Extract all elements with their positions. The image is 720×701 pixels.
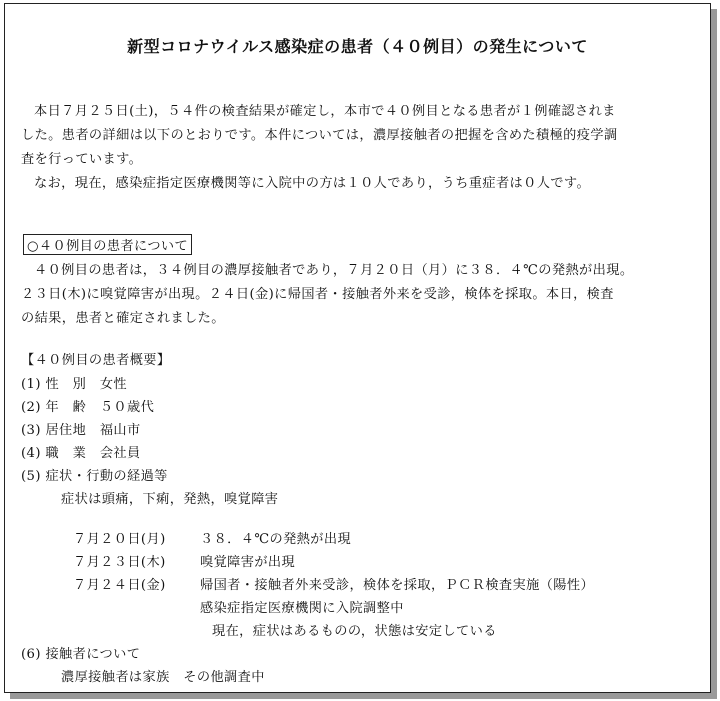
section-line-3: の結果，患者と確定されました。 — [21, 311, 225, 326]
overview-occupation: (4) 職 業 会社員 — [21, 446, 141, 461]
overview-sex: (1) 性 別 女性 — [21, 377, 127, 392]
intro-line-3: 査を行っています。 — [21, 152, 143, 167]
timeline-continuation-2: 現在，症状はあるものの，状態は安定している — [212, 624, 497, 639]
document-page — [4, 3, 711, 693]
section-heading: ○４０例目の患者について — [23, 234, 192, 255]
overview-residence: (3) 居住地 福山市 — [21, 423, 141, 438]
overview-age: (2) 年 齢 ５０歳代 — [21, 400, 155, 415]
timeline-event-3: 帰国者・接触者外来受診，検体を採取，ＰＣＲ検査実施（陽性） — [200, 578, 595, 593]
timeline-event-2: 嗅覚障害が出現 — [200, 555, 296, 570]
timeline-continuation-1: 感染症指定医療機関に入院調整中 — [200, 601, 404, 616]
timeline-date-2: ７月２３日(木) — [73, 555, 166, 570]
section-line-2: ２３日(木)に嗅覚障害が出現。２４日(金)に帰国者・接触者外来を受診，検体を採取。本日，検査 — [21, 287, 614, 302]
document-title: 新型コロナウイルス感染症の患者（４０例目）の発生について — [127, 37, 588, 56]
timeline-date-3: ７月２４日(金) — [73, 578, 166, 593]
overview-contacts-heading: (6) 接触者について — [21, 647, 141, 662]
overview-symptoms-heading: (5) 症状・行動の経過等 — [21, 469, 168, 484]
overview-symptoms-text: 症状は頭痛，下痢，発熱，嗅覚障害 — [61, 492, 279, 507]
overview-contacts-text: 濃厚接触者は家族 その他調査中 — [61, 670, 265, 685]
intro-line-1: 本日７月２５日(土)，５４件の検査結果が確定し，本市で４０例目となる患者が１例確認されま — [34, 104, 616, 119]
intro-line-2: した。患者の詳細は以下のとおりです。本件については，濃厚接触者の把握を含めた積極的疫学調 — [21, 128, 618, 143]
timeline-date-1: ７月２０日(月) — [73, 532, 166, 547]
timeline-event-1: ３８．４℃の発熱が出現 — [200, 532, 352, 547]
section-line-1: ４０例目の患者は，３４例目の濃厚接触者であり，７月２０日（月）に３８．４℃の発熱が出現。 — [34, 263, 634, 278]
overview-heading: 【４０例目の患者概要】 — [21, 353, 171, 368]
intro-line-4: なお，現在，感染症指定医療機関等に入院中の方は１０人であり，うち重症者は０人です。 — [34, 176, 591, 191]
